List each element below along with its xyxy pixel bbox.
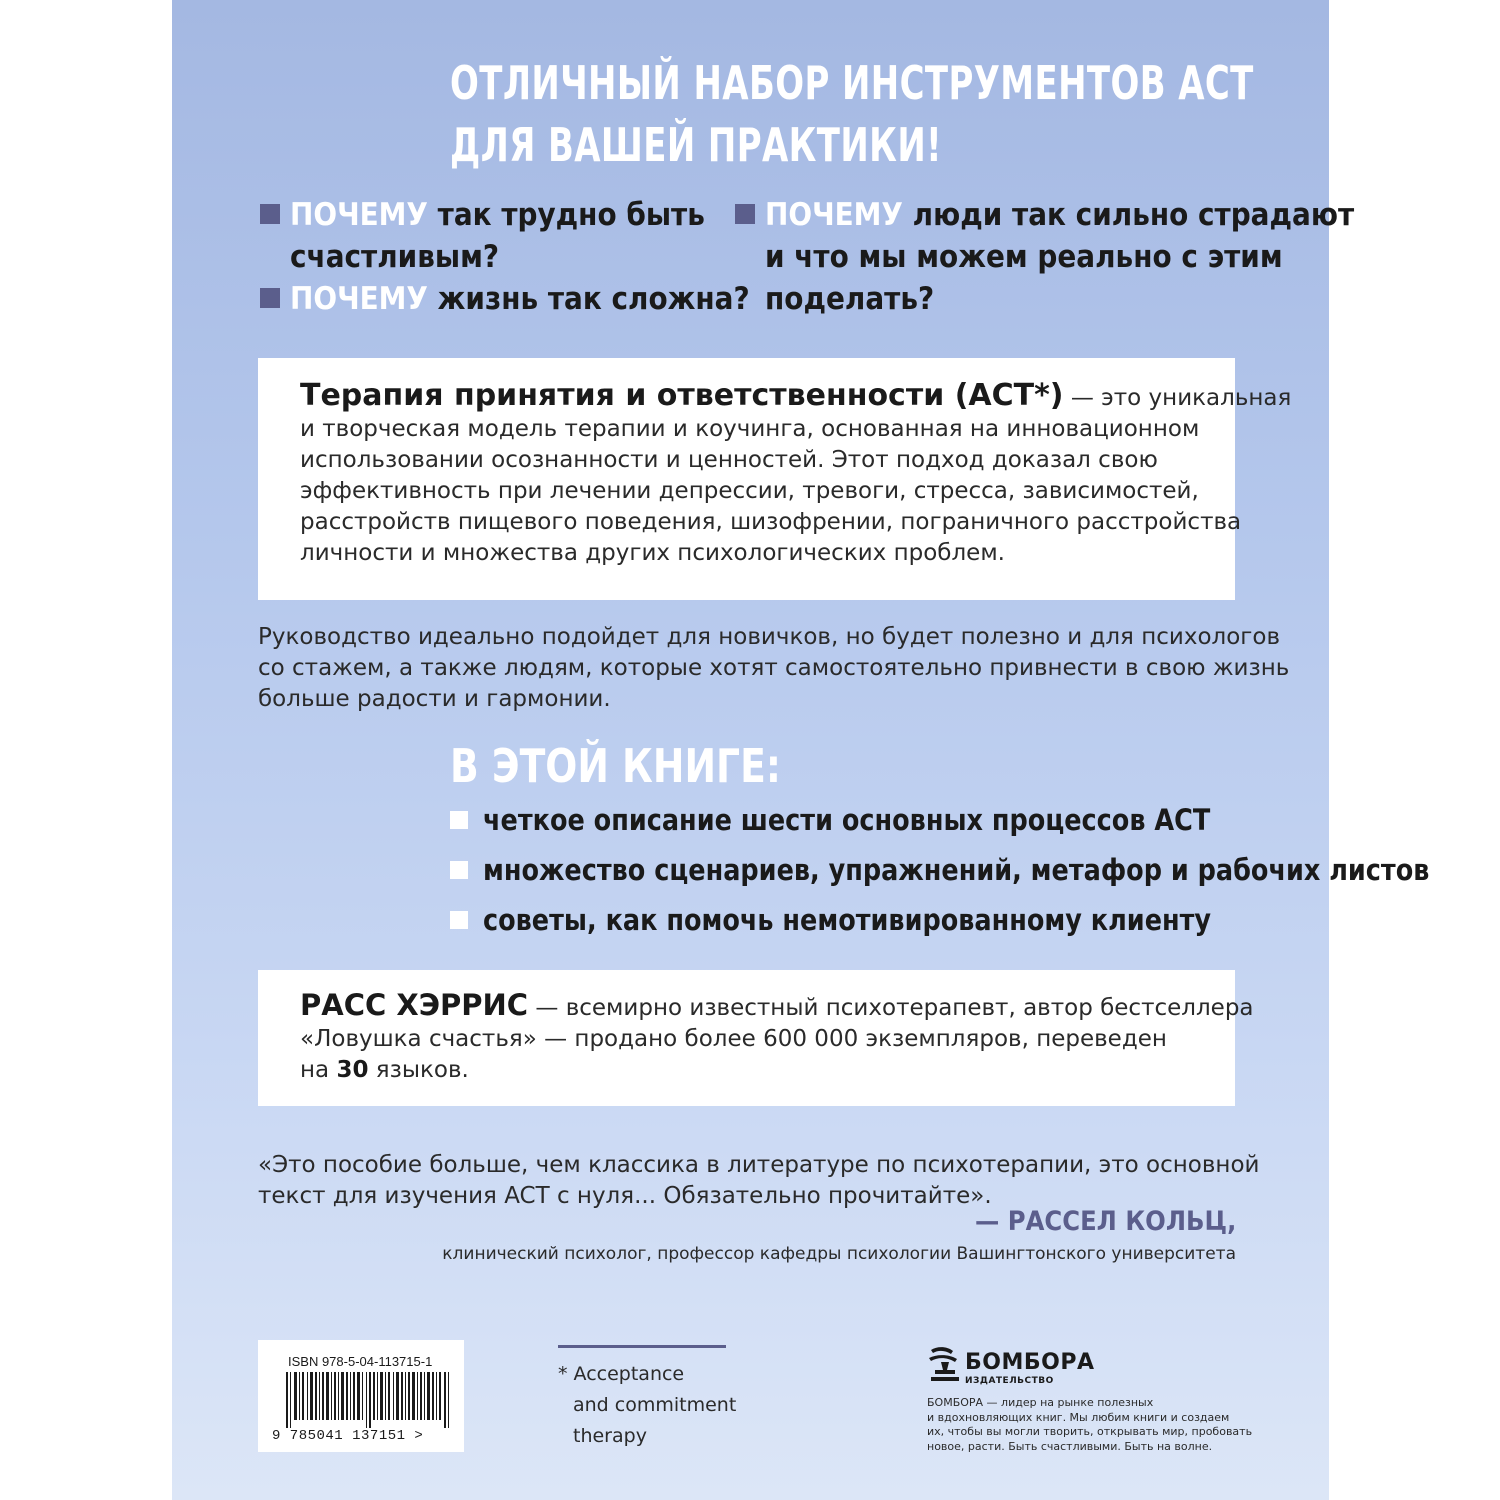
headline-line2: ДЛЯ ВАШЕЙ ПРАКТИКИ! <box>450 118 943 172</box>
author-text: «Ловушка счастья» — продано более 600 000 экземпляров, переведен <box>300 1026 1167 1052</box>
question-1 <box>260 194 705 284</box>
in-book-item <box>450 902 1250 942</box>
in-book-heading: В ЭТОЙ КНИГЕ: <box>450 739 781 793</box>
act-text: эффективность при лечении депрессии, тревоги, стресса, зависимостей, <box>300 478 1199 504</box>
bullet-square-icon <box>450 911 468 929</box>
guide-paragraph <box>258 622 1289 715</box>
question-keyword: ПОЧЕМУ <box>765 197 903 233</box>
languages-count: 30 <box>336 1057 369 1083</box>
act-term: Терапия принятия и ответственности (ACT*) <box>300 378 1064 413</box>
in-book-item <box>450 852 1430 892</box>
bullet-square-icon <box>450 811 468 829</box>
bullet-square-icon <box>260 288 280 308</box>
review-quote <box>258 1150 1260 1212</box>
footnote-text: and commitment <box>573 1394 737 1416</box>
publisher-description <box>927 1396 1252 1454</box>
isbn: ISBN 978-5-04-113715-1 <box>288 1354 433 1369</box>
in-book-item-text: советы, как помочь немотивированному клиенту <box>483 903 1212 937</box>
footnote-divider <box>558 1345 726 1348</box>
footnote-text: therapy <box>573 1425 647 1447</box>
footnote-text: * Acceptance <box>558 1363 685 1385</box>
publisher-desc-text: их, чтобы вы могли творить, открывать мир, пробовать <box>927 1425 1253 1438</box>
publisher-name: БОМБОРА <box>965 1350 1095 1375</box>
publisher-desc-text: и вдохновляющих книг. Мы любим книги и создаем <box>927 1410 1230 1424</box>
in-book-item <box>450 802 1250 842</box>
headline <box>450 52 1254 176</box>
quote-text: «Это пособие больше, чем классика в литературе по психотерапии, это основной <box>258 1152 1260 1178</box>
question-text: жизнь так сложна? <box>427 281 750 317</box>
question-text: и что мы можем реально с этим <box>765 239 1283 275</box>
quote-author-role: клинический психолог, профессор кафедры психологии Вашингтонского университета <box>442 1244 1236 1264</box>
barcode-icon <box>286 1372 454 1428</box>
question-text: поделать? <box>765 281 935 317</box>
publisher-desc-text: БОМБОРА — лидер на рынке полезных <box>927 1396 1154 1409</box>
publisher-subtitle: ИЗДАТЕЛЬСТВО <box>965 1376 1054 1386</box>
barcode-digits: 9 785041 137151 > <box>272 1428 424 1444</box>
quote-text: текст для изучения ACT с нуля... Обязательно прочитайте». <box>258 1183 992 1209</box>
in-book-item-text: множество сценариев, упражнений, метафор и рабочих листов <box>483 853 1430 887</box>
question-text: счастливым? <box>290 239 500 275</box>
act-text: и творческая модель терапии и коучинга, основанная на инновационном <box>300 416 1200 442</box>
author-text: на <box>300 1057 337 1083</box>
bullet-square-icon <box>260 204 280 224</box>
author-description <box>300 990 1254 1086</box>
question-text: так трудно быть <box>427 197 705 233</box>
guide-text: Руководство идеально подойдет для новичков, но будет полезно и для психологов <box>258 624 1281 650</box>
in-book-item-text: четкое описание шести основных процессов ACT <box>483 803 1211 837</box>
question-keyword: ПОЧЕМУ <box>290 197 428 233</box>
guide-text: со стажем, а также людям, которые хотят самостоятельно привнести в свою жизнь <box>258 655 1290 681</box>
question-keyword: ПОЧЕМУ <box>290 281 428 317</box>
question-2 <box>260 278 750 323</box>
barcode-box <box>258 1340 464 1452</box>
bullet-square-icon <box>450 861 468 879</box>
quote-author: — РАССЕЛ КОЛЬЦ, <box>974 1206 1236 1237</box>
act-text: личности и множества других психологических проблем. <box>300 540 1005 566</box>
bullet-square-icon <box>735 204 755 224</box>
footnote <box>558 1359 736 1452</box>
act-text: — это уникальная <box>1063 385 1292 411</box>
act-description <box>300 380 1291 569</box>
act-text: расстройств пищевого поведения, шизофрении, пограничного расстройства <box>300 509 1242 535</box>
author-text: языков. <box>368 1057 469 1083</box>
publisher-desc-text: новое, расти. Быть счастливыми. Быть на волне. <box>927 1439 1213 1453</box>
question-text: люди так сильно страдают <box>902 197 1355 233</box>
author-name: РАСС ХЭРРИС <box>300 988 529 1022</box>
act-text: использовании осознанности и ценностей. Этот подход доказал свою <box>300 447 1158 473</box>
question-3 <box>735 194 1355 324</box>
author-text: — всемирно известный психотерапевт, автор бестселлера <box>528 995 1254 1021</box>
headline-line1: ОТЛИЧНЫЙ НАБОР ИНСТРУМЕНТОВ ACT <box>450 56 1254 110</box>
publisher-logo-icon <box>927 1344 963 1384</box>
guide-text: больше радости и гармонии. <box>258 686 611 712</box>
